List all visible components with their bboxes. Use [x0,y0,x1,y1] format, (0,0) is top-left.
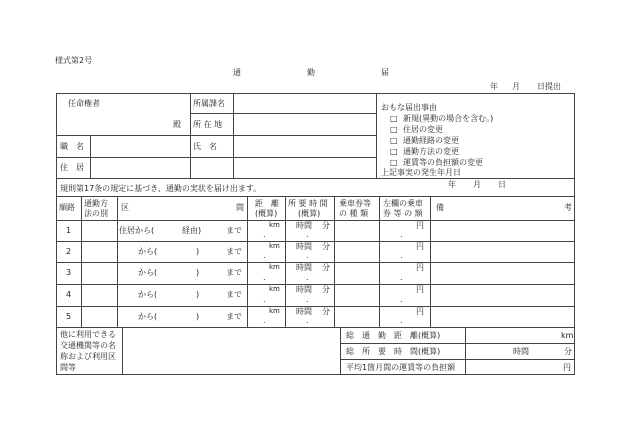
header-time-2: (概算) [298,209,321,218]
submit-month: 月 [512,82,520,91]
row-km-dot: . [263,316,266,325]
row-minutes-unit: 分 [322,221,330,230]
checkbox-icon[interactable]: □ [390,114,398,123]
header-ticket-2: の 種 類 [339,209,369,218]
label-col-divider [90,135,91,178]
row-number: 1 [66,226,72,235]
col-line [117,196,118,327]
row-yen-unit: 円 [416,242,424,251]
col-line [285,196,286,327]
checkbox-icon[interactable]: □ [390,136,398,145]
row-to: まで [226,226,242,235]
row-km-dot: . [263,295,266,304]
row-minutes-unit: 分 [322,263,330,272]
row-number: 2 [66,247,72,256]
dept-label: 所属課名 [193,99,225,108]
other-transport-line: 間等 [60,363,76,372]
row-fare-dot: . [400,251,403,260]
row-time-dot: . [306,316,309,325]
row-number: 4 [66,290,72,299]
table-row-line [56,327,575,328]
appointer-label: 任命権者 [68,99,100,108]
header-fare-2: 券 等 の 額 [383,209,423,218]
row-time-dot: . [306,251,309,260]
row-via: ) [196,312,200,321]
row-from: から( [138,247,158,256]
reason-item: 新規(異動の場合を含む。) [403,114,494,123]
header-distance-1: 距 離 [255,199,279,208]
row-time-dot: . [306,295,309,304]
checkbox-icon[interactable]: □ [390,158,398,167]
reason-item: 通勤経路の変更 [403,136,459,145]
submit-year: 年 [490,82,498,91]
row-via: ) [196,290,200,299]
reason-item: 運賃等の負担額の変更 [403,158,483,167]
location-field[interactable] [236,115,374,133]
totals-value-divider [465,327,466,375]
row-via: ) [196,247,200,256]
table-row-line [56,262,575,263]
title-char-3: 届 [381,68,389,77]
totals-row-line [340,359,575,360]
occurrence-label: 上記事実の発生年月日 [381,168,461,177]
other-transport-line: 称および利用区 [60,352,116,361]
row-minutes-unit: 分 [322,242,330,251]
reasons-heading: おもな届出事由 [381,103,437,112]
row-yen-unit: 円 [416,221,424,230]
location-label: 所 在 地 [193,120,223,129]
row-km-unit: km [269,242,280,250]
dono-label: 殿 [173,120,181,129]
occurrence-month: 月 [473,180,481,189]
row-km-unit: km [269,307,280,315]
row-yen-unit: 円 [416,285,424,294]
table-row-line [56,306,575,307]
col-line [430,196,431,327]
shokumei-label: 職 名 [60,142,84,151]
statement: 規則第17条の規定に基づき、通勤の実状を届け出ます。 [60,184,262,193]
row-from: から( [138,268,158,277]
monthly-fare-unit: 円 [563,363,571,372]
row-minutes-unit: 分 [322,285,330,294]
table-top-line [56,196,575,197]
row-from: から( [138,290,158,299]
other-divider [122,327,123,375]
row-hours-unit: 時間 [296,221,312,230]
jukyo-field[interactable] [92,159,374,176]
top-row-line [56,157,376,158]
row-yen-unit: 円 [416,307,424,316]
title-char-2: 勤 [307,68,315,77]
row-hours-unit: 時間 [296,285,312,294]
row-minutes-unit: 分 [322,307,330,316]
header-method-2: 法の別 [84,209,108,218]
row-hours-unit: 時間 [296,263,312,272]
row-via: 経由) [182,226,202,235]
row-from: 住居から( [119,226,155,235]
total-time-hours: 時間 [513,347,529,356]
other-transport-line: 交通機関等の名 [60,341,116,350]
row-time-dot: . [306,230,309,239]
row-fare-dot: . [400,295,403,304]
row-to: まで [226,290,242,299]
col-line [379,196,380,327]
row-hours-unit: 時間 [296,242,312,251]
shokumei-field[interactable] [92,137,188,155]
table-row-line [56,284,575,285]
row-km-dot: . [263,251,266,260]
row-km-dot: . [263,230,266,239]
row-km-unit: km [269,285,280,293]
header-ticket-1: 乗車券等 [339,199,371,208]
header-order: 順路 [59,203,75,212]
reasons-divider [376,93,377,178]
occurrence-day: 日 [498,180,506,189]
row-time-dot: . [306,273,309,282]
monthly-fare-label: 平均1箇月間の運賃等の負担額 [346,363,456,372]
row-km-dot: . [263,273,266,282]
header-section-right: 間 [236,203,244,212]
section-line [56,178,575,179]
col-line [81,196,82,327]
header-remarks-left: 備 [436,203,444,212]
totals-row-line [340,343,575,344]
table-header-line [56,220,575,221]
other-transport-field[interactable] [125,330,337,372]
total-time-label: 総 所 要 時 間(概算) [346,347,441,356]
row-to: まで [226,247,242,256]
occurrence-year: 年 [448,180,456,189]
row-via: ) [196,268,200,277]
header-distance-2: (概算) [255,209,278,218]
totals-divider [340,327,341,375]
checkbox-icon[interactable]: □ [390,125,398,134]
row-from: から( [138,312,158,321]
header-section-left: 区 [121,203,129,212]
total-distance-label: 総 通 勤 距 離(概算) [346,331,441,340]
row-number: 3 [66,268,72,277]
total-distance-unit: km [561,331,574,340]
top-row-line [56,135,376,136]
col-line [334,196,335,327]
row-number: 5 [66,312,72,321]
title-char-1: 通 [233,68,241,77]
top-row-line [190,113,376,114]
row-fare-dot: . [400,316,403,325]
reason-item: 通勤方法の変更 [403,147,459,156]
checkbox-icon[interactable]: □ [390,147,398,156]
row-to: まで [226,312,242,321]
col-line [247,196,248,327]
shimei-field[interactable] [236,137,374,155]
row-fare-dot: . [400,230,403,239]
submit-day: 日提出 [537,82,561,91]
jukyo-label: 住 居 [60,163,84,172]
header-time-1: 所 要 時 間 [288,199,328,208]
form-number: 様式第2号 [55,56,93,65]
header-method-1: 通勤方 [84,199,108,208]
header-remarks-right: 考 [564,203,572,212]
row-to: まで [226,268,242,277]
row-km-unit: km [269,263,280,271]
row-yen-unit: 円 [416,263,424,272]
row-km-unit: km [269,221,280,229]
shimei-label: 氏 名 [193,142,217,151]
table-row-line [56,241,575,242]
header-fare-1: 左欄の乗車 [383,199,423,208]
total-time-minutes: 分 [564,347,572,356]
other-transport-line: 他に利用できる [60,330,116,339]
row-hours-unit: 時間 [296,307,312,316]
row-fare-dot: . [400,273,403,282]
reason-item: 住居の変更 [403,125,443,134]
dept-field[interactable] [236,95,374,111]
